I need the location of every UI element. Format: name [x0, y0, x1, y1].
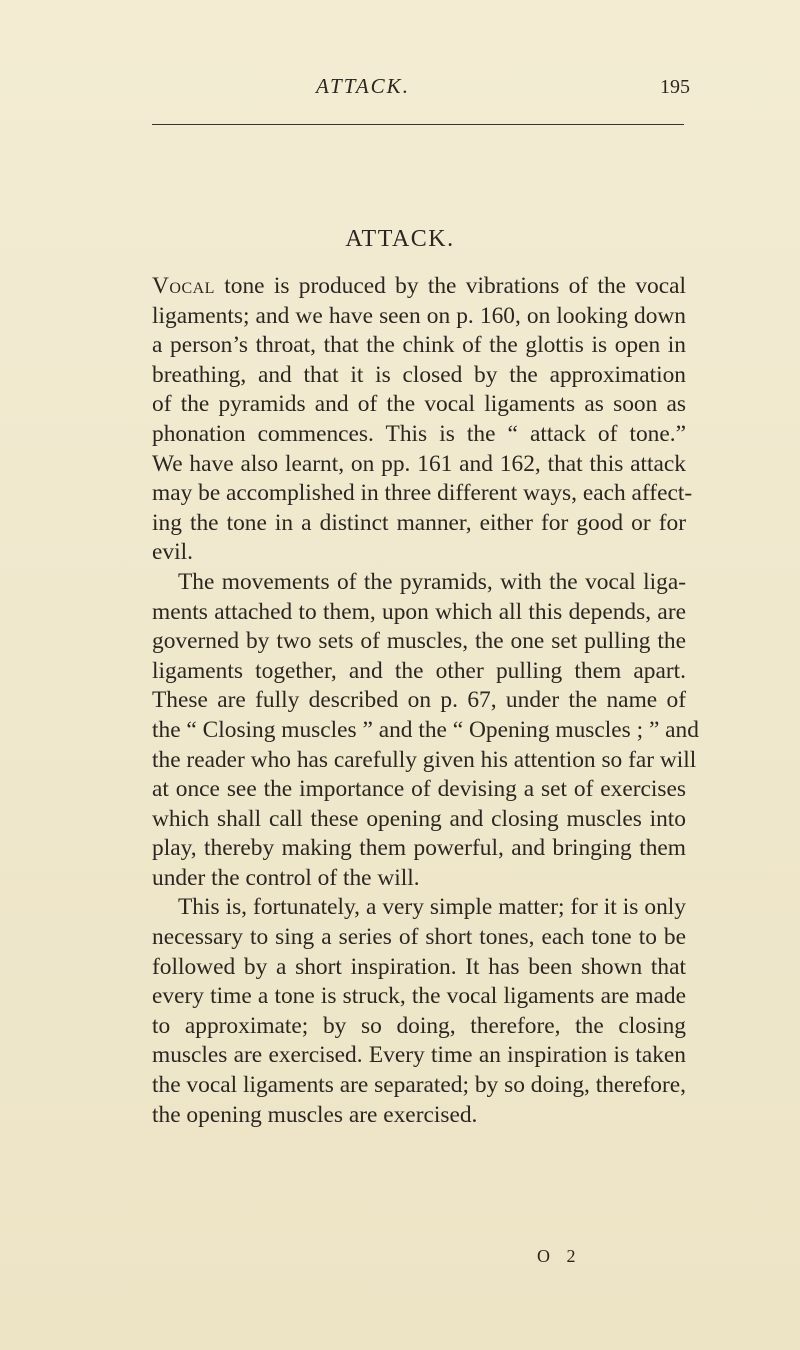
text-line: the reader who has carefully given his attention so far will	[152, 746, 697, 773]
text-line: to approximate; by so doing, therefore, the closing	[152, 1012, 686, 1039]
paragraph-2	[152, 568, 699, 894]
text-line: ligaments together, and the other pulling them apart.	[152, 657, 686, 684]
text-line: phonation commences. This is the “ attack of tone.”	[152, 420, 686, 447]
text-line: breathing, and that it is closed by the approximation	[152, 361, 686, 388]
text-line: every time a tone is struck, the vocal ligaments are made	[152, 983, 686, 1010]
text-line: The movements of the pyramids, with the vocal liga-	[178, 568, 686, 595]
body-text	[152, 272, 699, 1130]
text-line: the vocal ligaments are separated; by so doing, therefore,	[152, 1072, 686, 1099]
signature-mark: O 2	[537, 1246, 582, 1266]
text-line: evil.	[152, 539, 193, 566]
text-line: which shall call these opening and closing muscles into	[152, 805, 686, 832]
text-line: the “ Closing muscles ” and the “ Opening muscles ; ” and	[152, 716, 699, 743]
text-line: necessary to sing a series of short tones, each tone to be	[152, 924, 686, 951]
text-line: Vocal tone is produced by the vibrations of the vocal	[152, 273, 686, 299]
text-line: muscles are exercised. Every time an inspiration is taken	[152, 1042, 686, 1069]
running-head	[0, 74, 800, 104]
running-title: ATTACK.	[316, 74, 410, 98]
text-line: of the pyramids and of the vocal ligaments as soon as	[152, 391, 686, 418]
text-line: ments attached to them, upon which all this depends, are	[152, 598, 686, 625]
header-rule	[152, 124, 684, 125]
text-line: We have also learnt, on pp. 161 and 162, that this attack	[152, 450, 686, 477]
text-line: the opening muscles are exercised.	[152, 1101, 478, 1128]
chapter-title: ATTACK.	[345, 226, 455, 252]
paragraph-1	[152, 272, 693, 568]
text-line: a person’s throat, that the chink of the glottis is open in	[152, 332, 686, 359]
drop-smallcaps-word: Vocal	[152, 273, 215, 299]
text-line: ligaments; and we have seen on p. 160, on looking down	[152, 302, 686, 329]
text-line: play, thereby making them powerful, and bringing them	[152, 835, 686, 862]
text-line: These are fully described on p. 67, under the name of	[152, 687, 686, 714]
page-number: 195	[660, 76, 690, 98]
text-line: ing the tone in a distinct manner, either for good or for	[152, 509, 686, 536]
text-line: under the control of the will.	[152, 864, 420, 891]
text-line: at once see the importance of devising a set of exercises	[152, 776, 686, 803]
paragraph-3	[152, 893, 686, 1130]
text-line: This is, fortunately, a very simple matter; for it is only	[178, 894, 686, 921]
text-line: followed by a short inspiration. It has been shown that	[152, 953, 686, 980]
text-line: may be accomplished in three different ways, each affect-	[152, 480, 693, 507]
text-line: governed by two sets of muscles, the one set pulling the	[152, 628, 686, 655]
